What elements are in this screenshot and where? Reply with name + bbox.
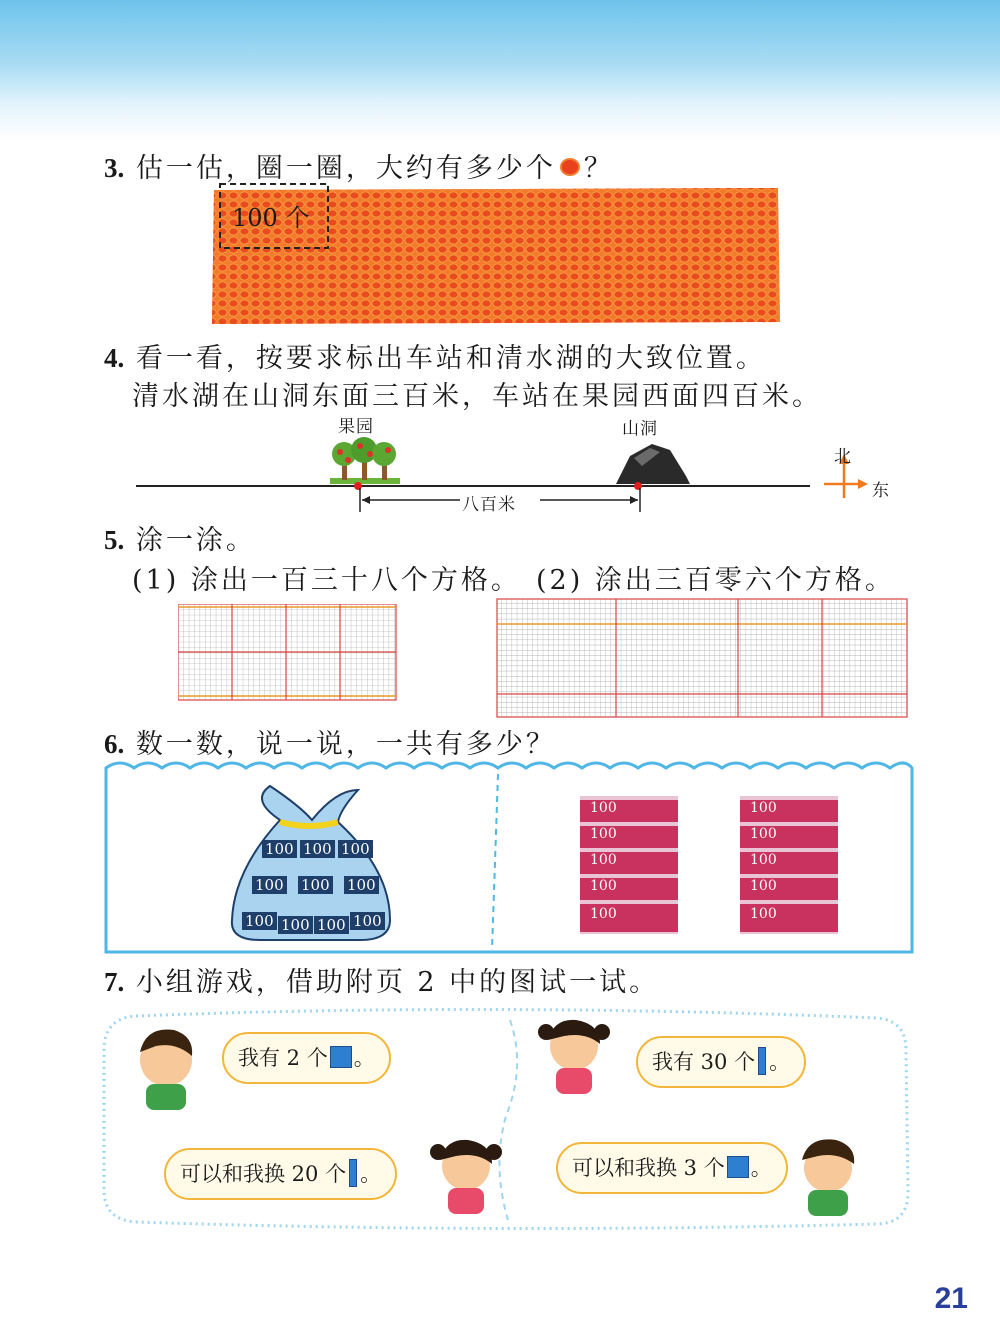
distance-label: 八百米 (462, 495, 516, 515)
banknote-label: 100 (590, 906, 617, 922)
q5-part1: (1) 涂出一百三十八个方格。 (132, 565, 521, 596)
cave-label: 山洞 (622, 419, 658, 439)
cave-icon (616, 444, 690, 484)
banknote-label: 100 (750, 852, 777, 868)
east-label: 东 (872, 481, 890, 501)
banknote-label: 100 (750, 878, 777, 894)
q6-title: 6. 数一数，说一说，一共有多少？ (104, 729, 556, 760)
banknote-label: 100 (590, 852, 617, 868)
orchard-point (354, 482, 362, 490)
bag-bundle-label: 100 (262, 840, 297, 858)
bag-bundle-label: 100 (300, 840, 335, 858)
boy-avatar-2 (802, 1139, 854, 1216)
bag-bundle-label: 100 (252, 876, 287, 894)
banknote-label: 100 (750, 800, 777, 816)
bag-bundle-label: 100 (242, 912, 277, 930)
speech-bubble-4: 可以和我换 3 个 。 (556, 1142, 788, 1194)
bag-bundle-label: 100 (314, 916, 349, 934)
banknote-label: 100 (750, 906, 777, 922)
page-number: 21 (934, 1282, 968, 1315)
grid-large (496, 598, 910, 720)
north-label: 北 (834, 447, 852, 467)
bar-ten-icon (349, 1159, 357, 1187)
money-panel (100, 760, 918, 960)
bag-bundle-label: 100 (338, 840, 373, 858)
cube-hundred-icon (330, 1046, 352, 1068)
q7-title: 7. 小组游戏，借助附页 2 中的图试一试。 (104, 967, 660, 998)
cube-hundred-icon (727, 1156, 749, 1178)
banknote-label: 100 (590, 878, 617, 894)
bag-bundle-label: 100 (298, 876, 333, 894)
banknote-label: 100 (590, 826, 617, 842)
bag-bundle-label: 100 (344, 876, 379, 894)
sky-banner (0, 0, 1000, 140)
hundred-box-label: 100 个 (232, 204, 310, 232)
bag-bundle-label: 100 (278, 916, 313, 934)
bag-bundle-label: 100 (350, 912, 385, 930)
grid-small (178, 604, 398, 702)
q5-title: 5. 涂一涂。 (104, 525, 256, 556)
banknote-label: 100 (750, 826, 777, 842)
cave-point (634, 482, 642, 490)
orchard-icon (330, 437, 400, 484)
q4-title: 4. 看一看，按要求标出车站和清水湖的大致位置。 (104, 343, 766, 374)
speech-bubble-1: 我有 2 个 。 (222, 1032, 391, 1084)
speech-bubble-2: 可以和我换 20 个 。 (164, 1148, 397, 1200)
speech-bubble-3: 我有 30 个 。 (636, 1036, 806, 1088)
q5-part2: (2) 涂出三百零六个方格。 (536, 565, 895, 596)
bar-ten-icon (758, 1047, 766, 1075)
banknote-label: 100 (590, 800, 617, 816)
orchard-label: 果园 (338, 417, 374, 437)
red-dot-icon (560, 158, 580, 176)
q4-line2: 清水湖在山洞东面三百米，车站在果园西面四百米。 (132, 381, 822, 412)
boy-avatar (140, 1029, 192, 1110)
q3-title: 3. 估一估，圈一圈，大约有多少个 ？ (104, 153, 614, 184)
